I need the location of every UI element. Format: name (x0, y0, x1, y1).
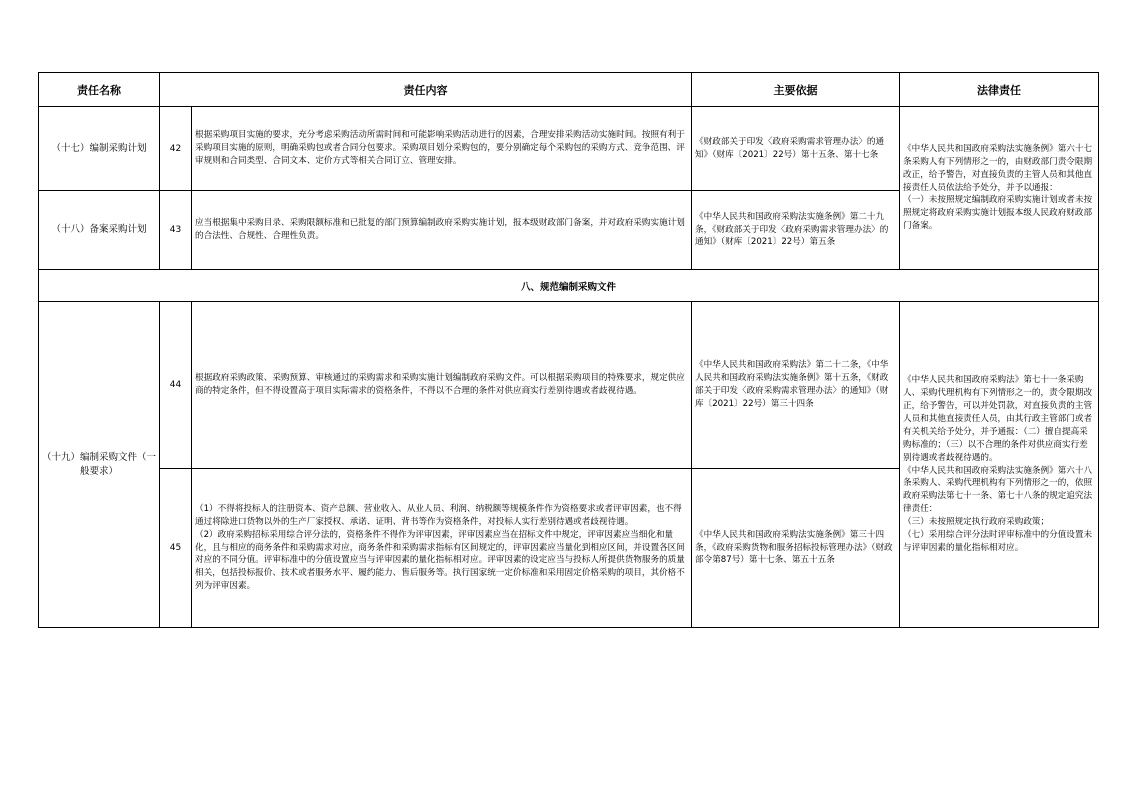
row-content: 应当根据集中采购目录、采购限额标准和已批复的部门预算编制政府采购实施计划，报本级财政部门备案，并对政府采购实施计划的合法性、合规性、合理性负责。 (192, 191, 692, 270)
row-number: 42 (160, 107, 192, 191)
row-number: 45 (160, 469, 192, 628)
row-basis: 《中华人民共和国政府采购法实施条例》第三十四条，《政府采购货物和服务招标投标管理办法》（财政部令第87号）第十七条、第五十五条 (692, 469, 900, 628)
row-content: 根据采购项目实施的要求，充分考虑采购活动所需时间和可能影响采购活动进行的因素，合理安排采购活动实施时间。按照有利于采购项目实施的原则，明确采购包或者合同分包要求。采购项目划分采购包的，要分别确定每个采购包的采购方式、竞争范围、评审规则和合同类型、合同文本、定价方式等相关合同订立、管理安排。 (192, 107, 692, 191)
row-name: （十八）备案采购计划 (39, 191, 160, 270)
row-basis: 《中华人民共和国政府采购法实施条例》第二十九条，《财政部关于印发〈政府采购需求管理办法〉的通知》（财库〔2021〕22号）第五条 (692, 191, 900, 270)
row-content: 根据政府采购政策、采购预算、审核通过的采购需求和采购实施计划编制政府采购文件。可以根据采购项目的特殊要求，规定供应商的特定条件，但不得设置高于项目实际需求的资格条件，不得以不合理的条件对供应商实行差别待遇或者歧视待遇。 (192, 302, 692, 469)
table-header-row (39, 73, 1099, 107)
liability-group-1: 《中华人民共和国政府采购法实施条例》第六十七条采购人有下列情形之一的，由财政部门责令限期改正，给予警告，对直接负责的主管人员和其他直接责任人员依法给予处分，并予以通报： （一）未按照规定编制政府采购实施计划或者未按照规定将政府采购实施计划报本级人民政府财政部门备案。 (900, 107, 1099, 270)
responsibility-table (38, 72, 1099, 628)
section-title: 八、规范编制采购文件 (39, 270, 1099, 302)
row-name: （十七）编制采购计划 (39, 107, 160, 191)
table-row (39, 107, 1099, 191)
group-2-name: （十九）编制采购文件（一般要求） (39, 302, 160, 628)
section-row (39, 270, 1099, 302)
row-number: 44 (160, 302, 192, 469)
row-basis: 《中华人民共和国政府采购法》第二十二条，《中华人民共和国政府采购法实施条例》第十五条，《财政部关于印发〈政府采购需求管理办法〉的通知》（财库〔2021〕22号）第三十四条 (692, 302, 900, 469)
row-number: 43 (160, 191, 192, 270)
row-content: （1）不得将投标人的注册资本、资产总额、营业收入、从业人员、利润、纳税额等规模条件作为资格要求或者评审因素，也不得通过将除进口货物以外的生产厂家授权、承诺、证明、背书等作为资格条件，对投标人实行差别待遇或者歧视待遇。 （2）政府采购招标采用综合评分法的，资格条件不得作为评审因素，评审因素应当在招标文件中规定，评审因素应当细化和量化，且与相应的商务条件和采购需求对应，商务条件和采购需求指标有区间规定的，评审因素应当量化到相应区间，并设置各区间对应的不同分值。评审标准中的分值设置应当与评审因素的量化指标相对应。评审因素的设定应当与投标人所提供货物服务的质量相关，包括投标报价、技术或者服务水平、履约能力、售后服务等。执行国家统一定价标准和采用固定价格采购的项目，其价格不列为评审因素。 (192, 469, 692, 628)
header-content: 责任内容 (160, 73, 692, 107)
header-basis: 主要依据 (692, 73, 900, 107)
header-liability: 法律责任 (900, 73, 1099, 107)
liability-group-2: 《中华人民共和国政府采购法》第七十一条采购人、采购代理机构有下列情形之一的，责令限期改正，给予警告，可以并处罚款，对直接负责的主管人员和其他直接责任人员，由其行政主管部门或者有关机关给予处分，并予通报：（二）擅自提高采购标准的；（三）以不合理的条件对供应商实行差别待遇或者歧视待遇的。 《中华人民共和国政府采购法实施条例》第六十八条采购人、采购代理机构有下列情形之一的，依照政府采购法第七十一条、第七十八条的规定追究法律责任： （三）未按照规定执行政府采购政策； （七）采用综合评分法时评审标准中的分值设置未与评审因素的量化指标相对应。 (900, 302, 1099, 628)
row-basis: 《财政部关于印发〈政府采购需求管理办法〉的通知》（财库〔2021〕22号）第十五条、第十七条 (692, 107, 900, 191)
header-name: 责任名称 (39, 73, 160, 107)
table-row (39, 302, 1099, 469)
